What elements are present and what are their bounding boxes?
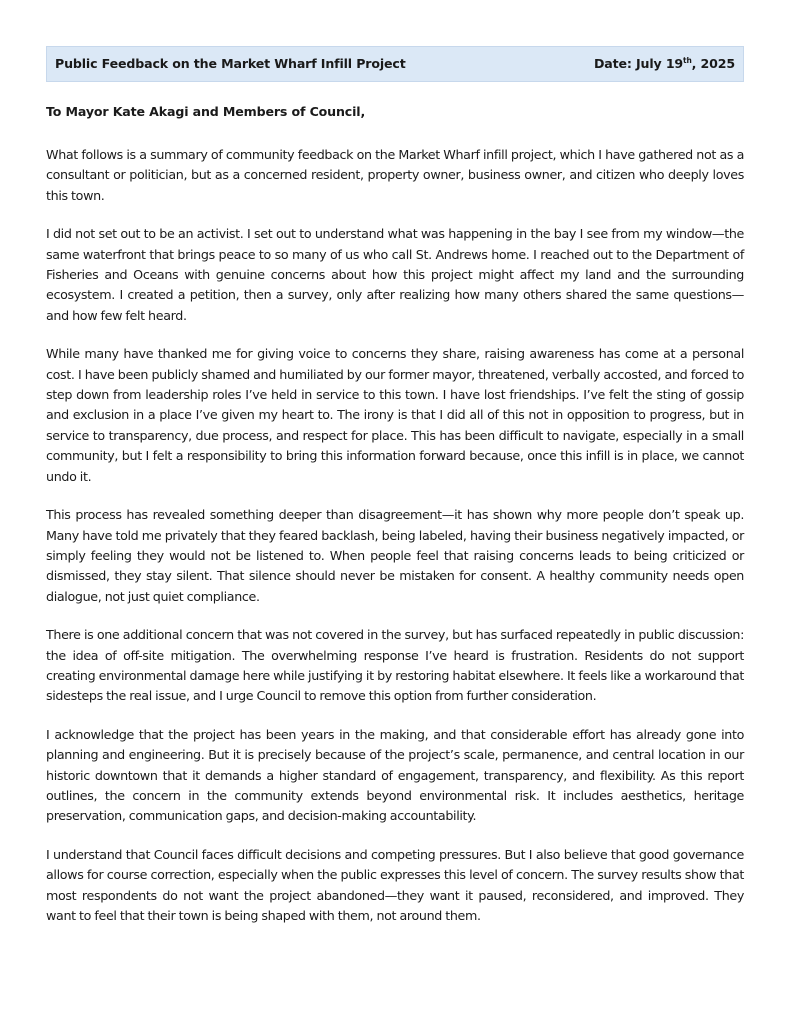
date-year: , 2025 <box>691 56 735 71</box>
date-ordinal-suffix: th <box>683 56 692 65</box>
paragraph-6: I acknowledge that the project has been years in the making, and that considerable effort has already gone into planning and engineering. But it is precisely because of the project’s scale, permanence, and central location in our historic downtown that it demands a higher standard of engagement, transparency, and flexibility. As this report outlines, the concern in the community extends beyond environmental risk. It includes aesthetics, heritage preservation, communication gaps, and decision-making accountability. <box>46 726 744 824</box>
document-title: Public Feedback on the Market Wharf Infill Project <box>55 56 406 71</box>
paragraph-5: There is one additional concern that was not covered in the survey, but has surfaced repeatedly in public discussion: the idea of off-site mitigation. The overwhelming response I’ve heard is frustration. Residents do not support creating environmental damage here while justifying it by restoring habitat elsewhere. It feels like a workaround that sidesteps the real issue, and I urge Council to remove this option from further consideration. <box>46 627 744 704</box>
salutation: To Mayor Kate Akagi and Members of Council, <box>46 104 366 119</box>
date-prefix: Date: July 19 <box>593 56 684 71</box>
paragraph-3: While many have thanked me for giving voice to concerns they share, raising awareness has come at a personal cost. I have been publicly shamed and humiliated by our former mayor, threatened, verbally accosted, and forced to step down from leadership roles I’ve held in service to this town. I have lost friendships. I’ve felt the sting of gossip and exclusion in a place I’ve given my heart to. The irony is that I did all of this not in opposition to progress, but in service to transparency, due process, and respect for place. This has been difficult to navigate, especially in a small community, but I felt a responsibility to bring this information forward because, once this infill is in place, we cannot undo it. <box>46 346 744 484</box>
paragraph-7: I understand that Council faces difficult decisions and competing pressures. But I also believe that good governance allows for course correction, especially when the public expresses this level of concern. The survey results show that most respondents do not want the project abandoned—they want it paused, reconsidered, and improved. They want to feel that their town is being shaped with them, not around them. <box>46 846 744 923</box>
paragraph-4: This process has revealed something deeper than disagreement—it has shown why more people don’t speak up. Many have told me privately that they feared backlash, being labeled, having their business negatively impacted, or simply feeling they would not be listened to. When people feel that raising concerns leads to being criticized or dismissed, they stay silent. That silence should never be mistaken for consent. A healthy community needs open dialogue, not just quiet compliance. <box>46 507 744 604</box>
paragraph-2: I did not set out to be an activist. I set out to understand what was happening in the bay I see from my window—the same waterfront that brings peace to so many of us who call St. Andrews home. I reached out to the Department of Fisheries and Oceans with genuine concerns about how this project might affect my land and the surrounding ecosystem. I created a petition, then a survey, only after realizing how many others shared the same questions—and how few felt heard. <box>46 226 744 323</box>
paragraph-1: What follows is a summary of community feedback on the Market Wharf infill project, which I have gathered not as a consultant or politician, but as a concerned resident, property owner, business owner, and citizen who deeply loves this town. <box>46 147 744 203</box>
document-header <box>46 46 744 82</box>
document-date <box>594 56 735 71</box>
letter-body <box>46 145 744 944</box>
